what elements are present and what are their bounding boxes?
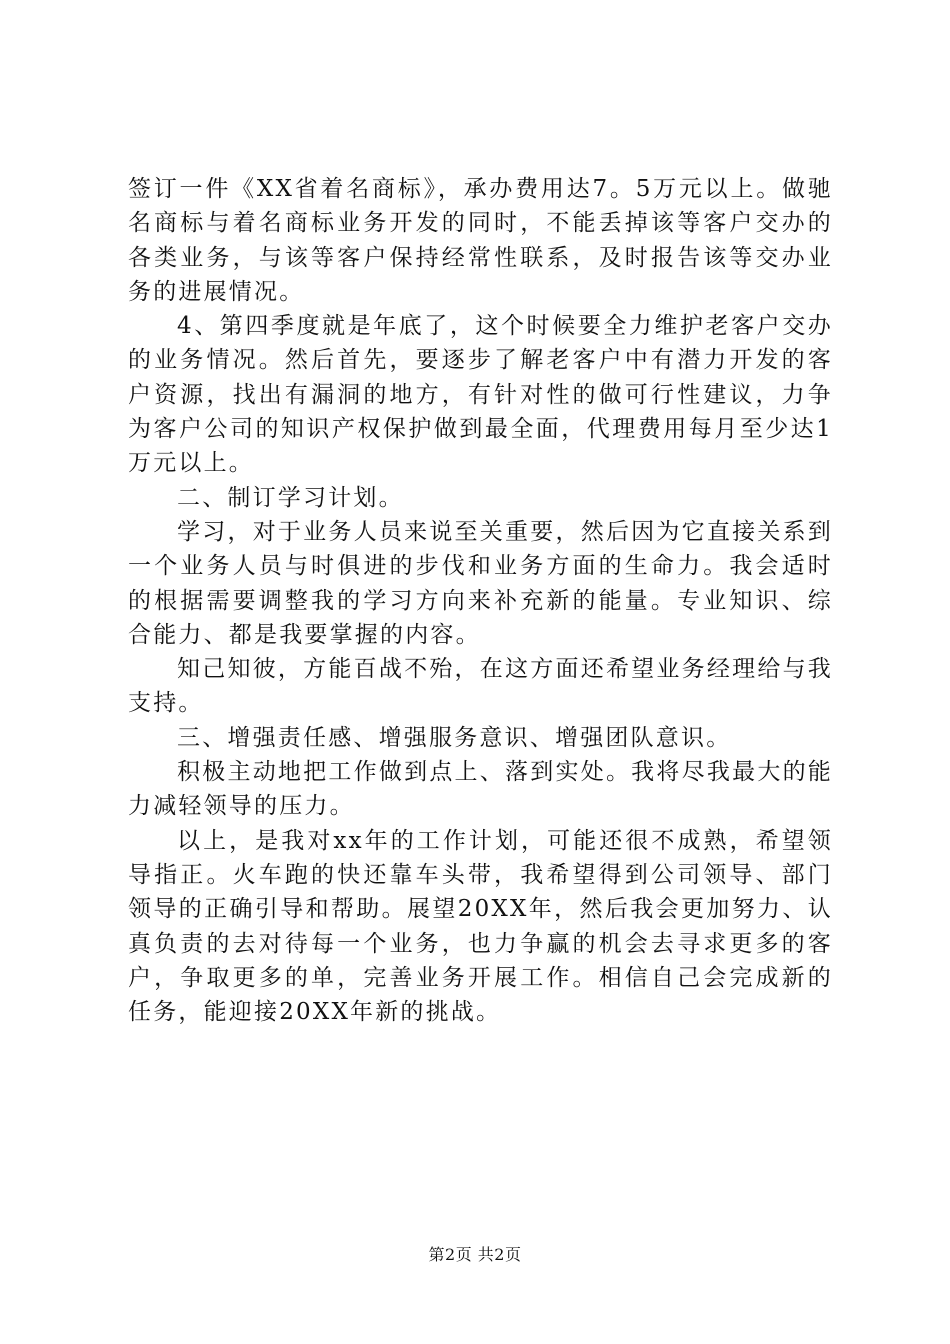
paragraph-trademark-fees: 签订一件《XX省着名商标》，承办费用达7。5万元以上。做驰名商标与着名商标业务开发的同时，不能丢掉该等客户交办的各类业务，与该等客户保持经常性联系，及时报告该等交办业务的进展情况。	[128, 176, 833, 305]
heading-responsibility: 三、增强责任感、增强服务意识、增强团队意识。	[177, 724, 732, 751]
page-number-label: 第2页 共2页	[428, 1245, 522, 1264]
document-body	[128, 172, 833, 1029]
page-footer	[0, 1244, 950, 1266]
paragraph-know-yourself: 知己知彼，方能百战不殆，在这方面还希望业务经理给与我支持。	[128, 656, 833, 717]
paragraph-study: 学习，对于业务人员来说至关重要，然后因为它直接关系到一个业务人员与时俱进的步伐和业务方面的生命力。我会适时的根据需要调整我的学习方向来补充新的能量。专业知识、综合能力、都是我要掌握的内容。	[128, 518, 833, 648]
paragraph-initiative: 积极主动地把工作做到点上、落到实处。我将尽我最大的能力减轻领导的压力。	[128, 759, 833, 820]
paragraph-conclusion: 以上，是我对xx年的工作计划，可能还很不成熟，希望领导指正。火车跑的快还靠车头带，我希望得到公司领导、部门领导的正确引导和帮助。展望20XX年，然后我会更加努力、认真负责的去对待每一个业务，也力争赢的机会去寻求更多的客户，争取更多的单，完善业务开展工作。相信自己会完成新的任务，能迎接20XX年新的挑战。	[128, 827, 833, 1026]
heading-study-plan: 二、制订学习计划。	[177, 484, 404, 511]
paragraph-q4-plan: 4、第四季度就是年底了，这个时候要全力维护老客户交办的业务情况。然后首先，要逐步了解老客户中有潜力开发的客户资源，找出有漏洞的地方，有针对性的做可行性建议，力争为客户公司的知识产权保护做到最全面，代理费用每月至少达1万元以上。	[128, 313, 833, 477]
